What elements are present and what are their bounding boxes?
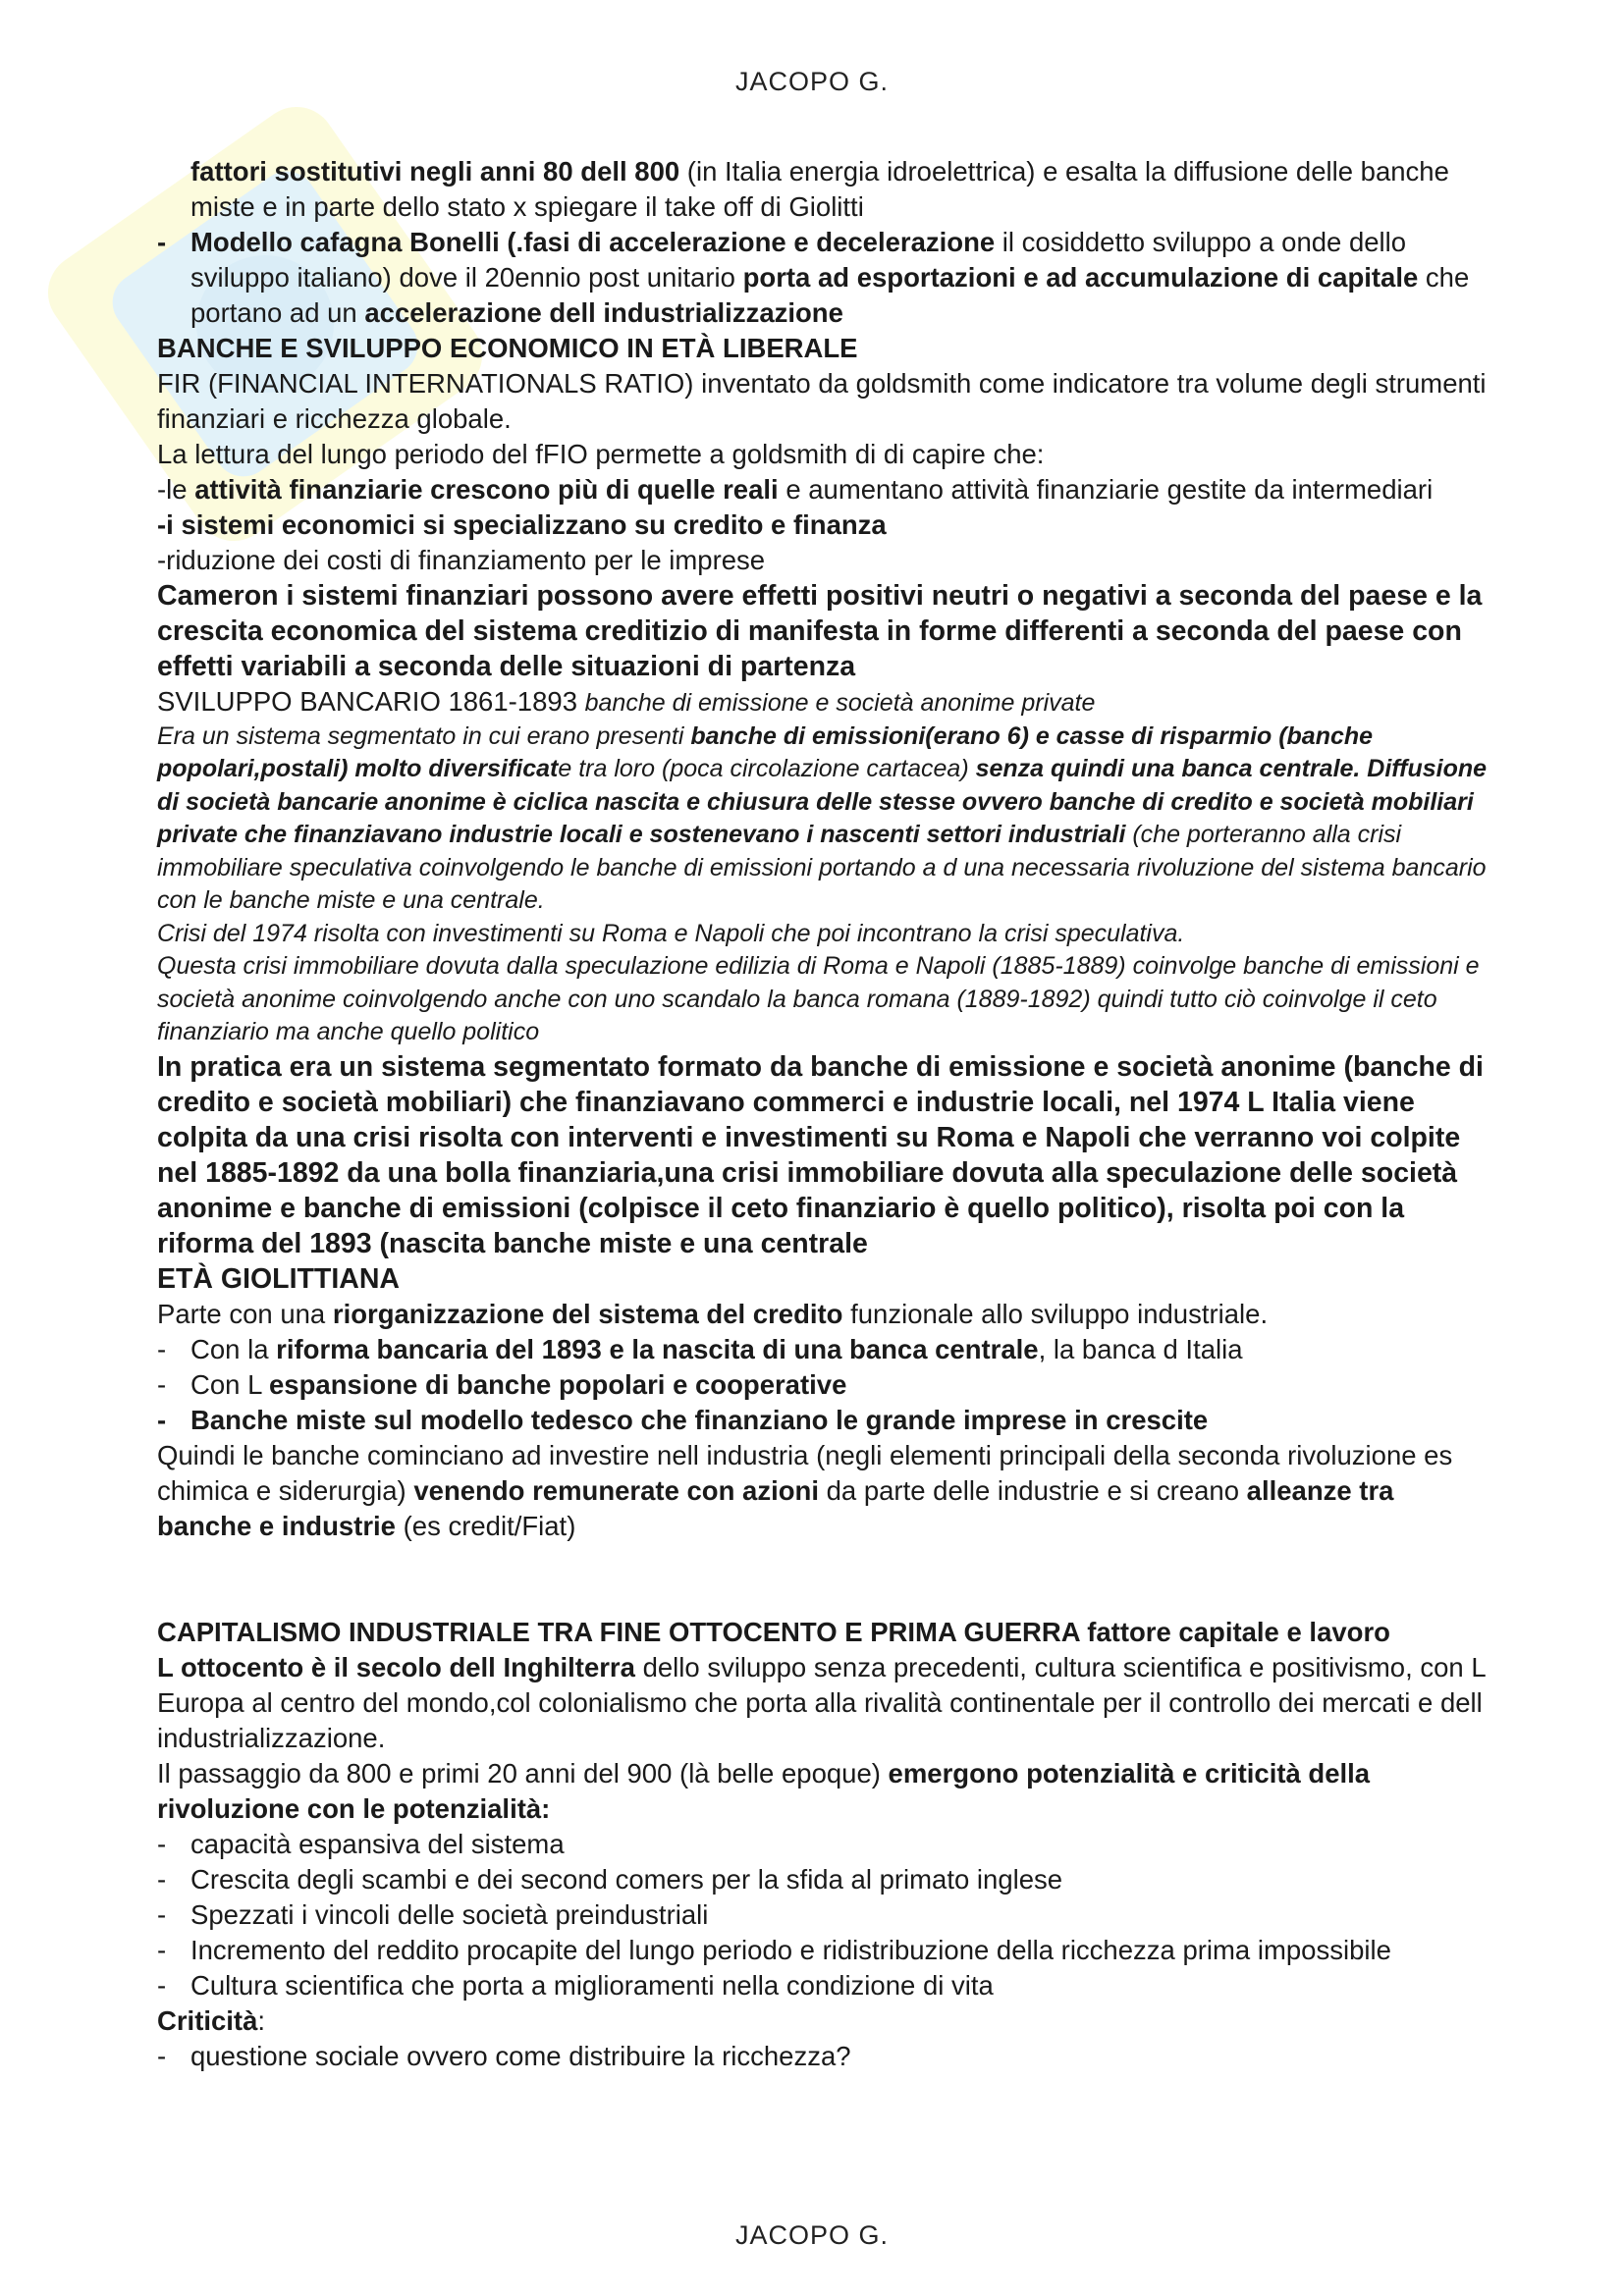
section-heading-banche: BANCHE E SVILUPPO ECONOMICO IN ETÀ LIBERALE [157,333,858,363]
list-item-capacita: - capacità espansiva del sistema [157,1827,1492,1862]
paragraph-sistema-segmentato: Era un sistema segmentato in cui erano presenti banche di emissioni(erano 6) e casse di risparmio (banche popolari,postali) molto diversificate tra loro (poca circolazione cartacea) senza quindi una banca centrale. Diffusione di società bancarie anonime è ciclica nascita e chiusura delle stesse ovvero banche di credito e società mobiliari private che finanziavano industrie locali e sostenevano i nascenti settori industriali (che porteranno alla crisi immobiliare speculativa coinvolgendo le banche di emissioni portando a d una necessaria rivoluzione del sistema bancario con le banche miste e una centrale. [157,721,1488,914]
bullet-dash: - [157,2040,167,2071]
bullet-dash: - [157,1828,167,1859]
list-item-riforma: - Con la riforma bancaria del 1893 e la nascita di una banca centrale, la banca d Italia [157,1332,1492,1367]
spacer [157,1544,1492,1615]
list-item-spezzati: - Spezzati i vincoli delle società preindustriali [157,1897,1492,1933]
list-item-incremento: - Incremento del reddito procapite del lungo periodo e ridistribuzione della ricchezza prima impossibile [157,1933,1492,1968]
bullet-dash: - [157,1934,167,1965]
page-header: JACOPO G. [734,67,890,96]
paragraph-ottocento: L ottocento è il secolo dell Inghilterra dello sviluppo senza precedenti, cultura scientifica e positivismo, con L Europa al centro del mondo,col colonialismo che porta alla rivalità continentale per il controllo dei mercati e dell industrializzazione. [157,1651,1486,1753]
paragraph-passaggio: Il passaggio da 800 e primi 20 anni del 900 (là belle epoque) emergono potenzialità e criticità della rivoluzione con le potenzialità: [157,1757,1371,1824]
paragraph-sviluppo-bancario: SVILUPPO BANCARIO 1861-1893 banche di emissione e società anonime private [157,686,1096,717]
list-item-banche-miste: - Banche miste sul modello tedesco che finanziano le grande imprese in crescite [157,1403,1492,1438]
paragraph-parte: Parte con una riorganizzazione del sistema del credito funzionale allo sviluppo industriale. [157,1298,1269,1329]
paragraph-crisi-immobiliare: Questa crisi immobiliare dovuta dalla speculazione edilizia di Roma e Napoli (1885-1889) coinvolge banche di emissioni e società anonime coinvolgendo anche con uno scandalo la banca romana (1889-1892) quindi tutto ciò coinvolge il ceto finanziario ma anche quello politico [157,952,1480,1045]
document-body [157,154,1492,2074]
paragraph-lettura: La lettura del lungo periodo del fFIO permette a goldsmith di di capire che: [157,439,1045,469]
paragraph-attivita: -le attività finanziarie crescono più di quelle reali e aumentano attività finanziarie gestite da intermediari [157,474,1434,505]
bullet-dash: - [157,1404,167,1435]
section-heading-giolittiana: ETÀ GIOLITTIANA [157,1262,400,1295]
page-footer: JACOPO G. [734,2220,890,2250]
paragraph-fir: FIR (FINANCIAL INTERNATIONALS RATIO) inventato da goldsmith come indicatore tra volume degli strumenti finanziari e ricchezza globale. [157,368,1487,434]
bullet-dash: - [157,1969,167,2001]
paragraph-fattori: fattori sostitutivi negli anni 80 dell 800 (in Italia energia idroelettrica) e esalta la diffusione delle banche miste e in parte dello stato x spiegare il take off di Giolitti [190,156,1449,222]
paragraph-quindi: Quindi le banche cominciano ad investire nell industria (negli elementi principali della seconda rivoluzione es chimica e siderurgia) venendo remunerate con azioni da parte delle industrie e si creano alleanze tra banche e industrie (es credit/Fiat) [157,1439,1453,1541]
bullet-dash: - [157,1333,167,1364]
paragraph-cameron: Cameron i sistemi finanziari possono avere effetti positivi neutri o negativi a seconda del paese e la crescita economica del sistema creditizio di manifesta in forme differenti a seconda del paese con effetti variabili a seconda delle situazioni di partenza [157,580,1483,682]
section-heading-criticita: Criticità: [157,2004,266,2036]
list-item-crescita: - Crescita degli scambi e dei second comers per la sfida al primato inglese [157,1862,1492,1897]
bullet-dash: - [157,1368,167,1400]
paragraph-in-pratica: In pratica era un sistema segmentato formato da banche di emissione e società anonime (banche di credito e società mobiliari) che finanziavano commerci e industrie locali, nel 1974 L Italia viene colpita da una crisi risolta con interventi e investimenti su Roma e Napoli che verranno voi colpite nel 1885-1892 da una bolla finanziaria,una crisi immobiliare dovuta alla speculazione delle società anonime e banche di emissioni (colpisce il ceto finanziario è quello politico), risolta poi con la riforma del 1893 (nascita banche miste e una centrale [157,1050,1484,1259]
paragraph-crisi-1974: Crisi del 1974 risolta con investimenti su Roma e Napoli che poi incontrano la crisi speculativa. [157,919,1185,947]
bullet-dash: - [157,227,167,257]
paragraph-riduzione: -riduzione dei costi di finanziamento per le imprese [157,545,766,575]
paragraph-sistemi: -i sistemi economici si specializzano su credito e finanza [157,509,887,540]
bullet-dash: - [157,1863,167,1895]
list-item-cultura: - Cultura scientifica che porta a miglioramenti nella condizione di vita [157,1968,1492,2003]
list-item-modello: - Modello cafagna Bonelli (.fasi di accelerazione e decelerazione il cosiddetto sviluppo a onde dello sviluppo italiano) dove il 20ennio post unitario porta ad esportazioni e ad accumulazione di capitale che portano ad un accelerazione dell industrializzazione [157,227,1470,328]
section-heading-capitalismo: CAPITALISMO INDUSTRIALE TRA FINE OTTOCENTO E PRIMA GUERRA fattore capitale e lavoro [157,1616,1390,1647]
list-item-espansione: - Con L espansione di banche popolari e cooperative [157,1367,1492,1403]
bullet-dash: - [157,1898,167,1930]
list-item-questione: - questione sociale ovvero come distribuire la ricchezza? [157,2039,1492,2074]
